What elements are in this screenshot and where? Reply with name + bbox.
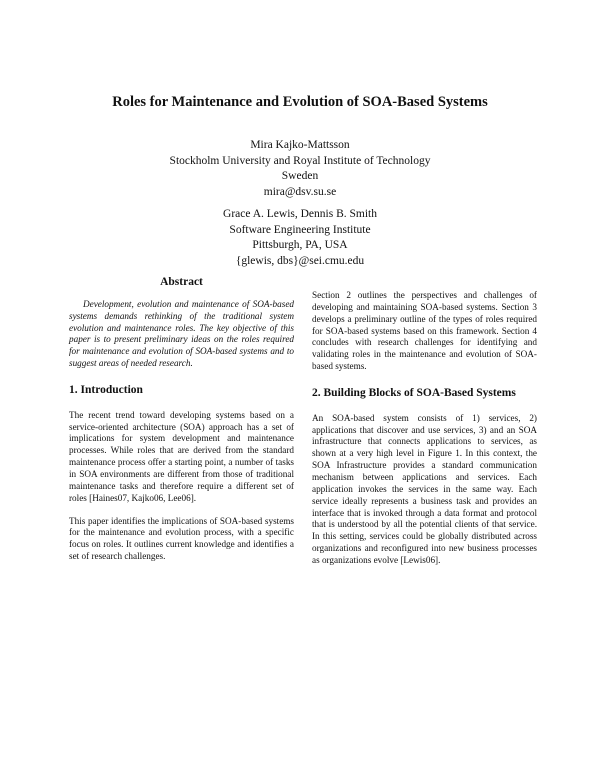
author-name: Grace A. Lewis, Dennis B. Smith bbox=[223, 208, 377, 220]
intro-paragraph-1: The recent trend toward developing systems based on a service-oriented architecture (SOA) approach has a set of implications for system development and maintenance processes. While roles that are derived from the standard maintenance process offer a starting point, a number of tasks in SOA environments are different from those of traditional maintenance tasks and therefore require a different set of roles [Haines07, Kajko06, Lee06]. bbox=[69, 409, 294, 503]
section-outline-paragraph: Section 2 outlines the perspectives and challenges of developing and maintaining SOA-based systems. Section 3 develops a preliminary outline of the types of roles required for SOA-based systems based on this framework. Section 4 concludes with research challenges for identifying and validating roles in the maintenance and evolution of SOA-based systems. bbox=[312, 290, 537, 372]
abstract-heading: Abstract bbox=[160, 276, 203, 288]
author-block-2 bbox=[0, 207, 600, 269]
section-heading-building-blocks: 2. Building Blocks of SOA-Based Systems bbox=[312, 386, 516, 399]
building-blocks-paragraph: An SOA-based system consists of 1) services, 2) applications that discover and use services, 3) and an SOA infrastructure that connects applications to services, as shown at a very high level in Figure 1. In this context, the SOA Infrastructure provides a standard communication mechanism between applications and services. Each application invokes the services in the same way. Each service ideally represents a business task and provides an interface that is invoked through a data format and protocol that is understood by all the potential clients of that service. In this setting, services could be globally distributed across organizations and reconfigured into new business processes as organizations evolve [Lewis06]. bbox=[312, 412, 537, 565]
author-location: Pittsburgh, PA, USA bbox=[252, 239, 348, 251]
paper-title: Roles for Maintenance and Evolution of SOA-Based Systems bbox=[112, 94, 488, 110]
author-country: Sweden bbox=[281, 170, 319, 182]
author-email[interactable]: mira@dsv.su.se bbox=[263, 185, 337, 198]
abstract-text: Development, evolution and maintenance of SOA-based systems demands rethinking of the traditional system evolution and maintenance roles. The key objective of this paper is to present preliminary ideas on the roles required for maintenance and evolution of SOA-based systems and to suggest areas of needed research. bbox=[69, 298, 294, 369]
intro-paragraph-2: This paper identifies the implications of SOA-based systems for the maintenance and evolution process, with a specific focus on roles. It outlines current knowledge and identifies a set of research challenges. bbox=[69, 515, 294, 562]
author-affiliation: Stockholm University and Royal Institute of Technology bbox=[169, 154, 431, 167]
author-email[interactable]: {glewis, dbs}@sei.cmu.edu bbox=[235, 254, 365, 267]
author-block-1 bbox=[0, 138, 600, 200]
right-column bbox=[312, 290, 537, 578]
author-affiliation: Software Engineering Institute bbox=[229, 223, 371, 236]
left-column bbox=[69, 277, 294, 574]
section-heading-introduction: 1. Introduction bbox=[69, 383, 143, 396]
author-name: Mira Kajko-Mattsson bbox=[250, 139, 350, 151]
